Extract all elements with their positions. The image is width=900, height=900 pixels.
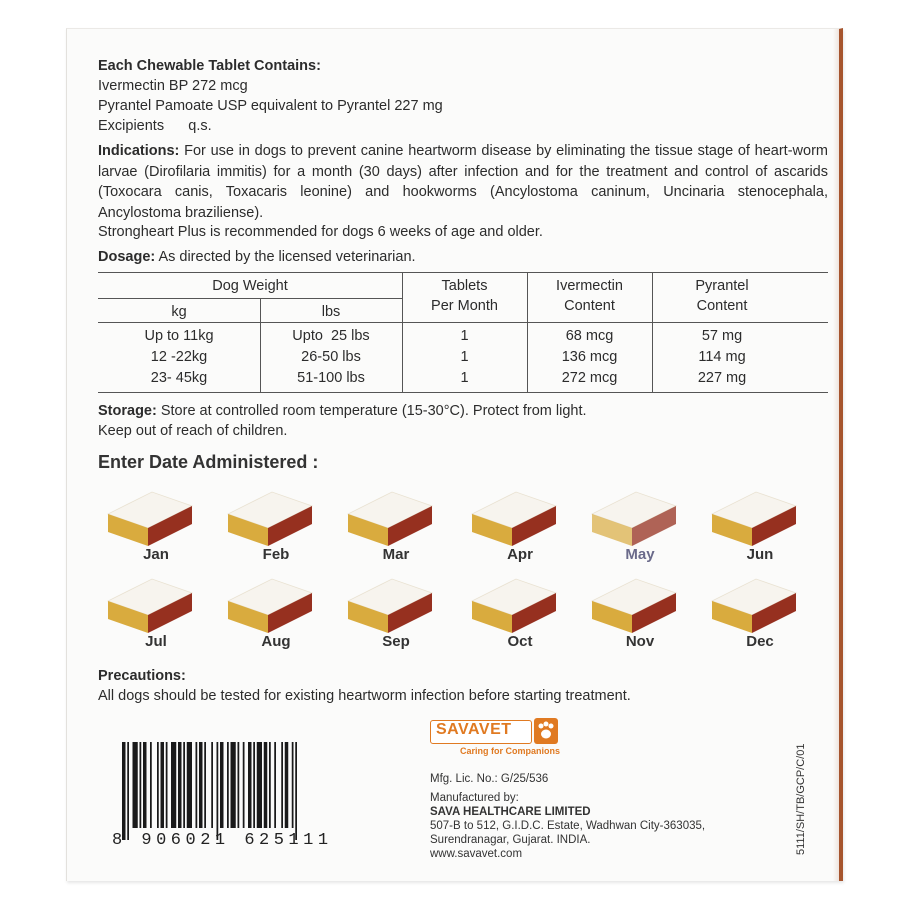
barcode-bar: [199, 742, 203, 828]
side-code-text: 5111/SH/TB/GCP/C/01: [795, 743, 807, 855]
month-label: Mar: [382, 546, 410, 563]
barcode-bar: [122, 742, 126, 840]
composition-line: Ivermectin BP 272 mcg: [98, 78, 248, 94]
month-box[interactable]: [590, 488, 680, 548]
cell-lbs: 51-100 lbs: [297, 370, 365, 386]
month-box[interactable]: [106, 488, 196, 548]
table-top-rule: [98, 272, 828, 273]
precautions-heading: Precautions:: [98, 668, 186, 684]
cell-tablets: 1: [460, 328, 469, 344]
month-box[interactable]: [346, 488, 436, 548]
composition-line: Excipients q.s.: [98, 118, 212, 134]
cell-ivermectin: 68 mcg: [565, 328, 614, 344]
barcode-bar: [157, 742, 159, 828]
month-box[interactable]: [346, 575, 436, 635]
barcode-bar: [238, 742, 240, 828]
cell-tablets: 1: [460, 349, 469, 365]
month-label: May: [625, 546, 655, 563]
cell-pyrantel: 114 mg: [698, 349, 746, 365]
barcode-bar: [183, 742, 185, 828]
month-box[interactable]: [226, 488, 316, 548]
barcode-bar: [211, 742, 213, 828]
cell-ivermectin: 272 mcg: [561, 370, 618, 386]
paw-icon: [534, 718, 558, 744]
month-box[interactable]: [710, 488, 800, 548]
barcode-bar: [187, 742, 192, 828]
cell-pyrantel: 57 mg: [701, 328, 743, 344]
mfg-address-2: Surendranagar, Gujarat. INDIA.: [430, 834, 591, 846]
barcode-bar: [161, 742, 165, 828]
barcode-bar: [143, 742, 147, 828]
barcode-bar: [171, 742, 176, 828]
barcode-bar: [178, 742, 182, 828]
month-label: Feb: [262, 546, 290, 563]
cell-ivermectin: 136 mcg: [561, 349, 618, 365]
mfg-label: Manufactured by:: [430, 792, 519, 804]
barcode-bars: [122, 742, 354, 840]
mfg-address-1: 507-B to 512, G.I.D.C. Estate, Wadhwan City-363035,: [430, 820, 706, 832]
barcode-bar: [295, 742, 297, 840]
barcode-bar: [196, 742, 198, 828]
month-label: Nov: [625, 633, 655, 650]
barcode-bar: [264, 742, 268, 828]
indications-heading: Indications:: [98, 143, 180, 159]
brick-icon: [106, 575, 196, 635]
barcode-bar: [285, 742, 289, 828]
month-box[interactable]: [106, 575, 196, 635]
cell-kg: Up to 11kg: [144, 328, 214, 344]
barcode-bar: [127, 742, 129, 840]
table-bottom-rule: [98, 392, 828, 393]
barcode-bar: [292, 742, 294, 828]
precautions-text: All dogs should be tested for existing heartworm infection before starting treatment.: [98, 688, 631, 704]
header-tablets: Per Month: [431, 298, 498, 314]
header-tablets: Tablets: [441, 278, 488, 294]
table-group-rule: [98, 298, 402, 299]
brick-icon: [470, 575, 560, 635]
month-box[interactable]: [710, 575, 800, 635]
brick-icon: [346, 488, 436, 548]
brick-icon: [710, 488, 800, 548]
header-pyrantel: Pyrantel: [695, 278, 749, 294]
storage-text: Store at controlled room temperature (15-30°C). Protect from light.: [156, 403, 587, 419]
month-box[interactable]: [590, 575, 680, 635]
indications-paragraph: [98, 141, 828, 223]
side-code: [795, 743, 809, 855]
barcode-bar: [257, 742, 262, 828]
header-ivermectin: Content: [564, 298, 615, 314]
brick-icon: [346, 575, 436, 635]
month-box[interactable]: [470, 488, 560, 548]
header-kg: kg: [171, 304, 187, 320]
month-label: Jun: [746, 546, 774, 563]
composition-line: Pyrantel Pamoate USP equivalent to Pyrantel 227 mg: [98, 98, 443, 114]
composition-title: Each Chewable Tablet Contains:: [98, 58, 321, 74]
mfg-name: SAVA HEALTHCARE LIMITED: [430, 806, 591, 818]
cell-kg: 12 -22kg: [150, 349, 208, 365]
barcode-bar: [220, 742, 224, 828]
barcode-bar: [227, 742, 229, 828]
header-dog-weight: Dog Weight: [212, 278, 288, 294]
dosage-heading: Dosage:: [98, 249, 156, 265]
indications-text: For use in dogs to prevent canine heartworm disease by eliminating the tissue stage of heart-worm larvae (Dirofilaria immitis) for a month (30 days) after infection and for the treatment and control of ascarids (Toxocara canis, Toxacaris leonine) and hookworms (Ancylostoma caninum, Uncinaria stenocephala, Ancylostoma braziliense).: [98, 143, 828, 221]
month-label: Dec: [746, 633, 774, 650]
barcode-bar: [281, 742, 283, 828]
barcode-bar: [231, 742, 236, 828]
dosage-line: [98, 247, 416, 268]
barcode-bar: [150, 742, 152, 828]
barcode-bar: [166, 742, 168, 828]
storage-heading: Storage:: [98, 403, 157, 419]
barcode-digits: 8 906021 625111: [112, 831, 333, 850]
savavet-logo: [430, 718, 560, 760]
header-lbs: lbs: [321, 304, 341, 320]
logo-brand: SAVAVET: [436, 721, 512, 738]
barcode-bar: [243, 742, 245, 828]
month-label: Sep: [382, 633, 410, 650]
barcode-bar: [253, 742, 255, 828]
barcode-bar: [248, 742, 252, 828]
barcode-bar: [269, 742, 271, 828]
brick-icon: [710, 575, 800, 635]
barcode-bar: [217, 742, 219, 840]
mfg-website: www.savavet.com: [430, 848, 523, 860]
month-label: Aug: [261, 633, 291, 650]
mfg-license: Mfg. Lic. No.: G/25/536: [430, 773, 549, 785]
storage-line-2: Keep out of reach of children.: [98, 423, 288, 439]
month-label: Jul: [145, 633, 167, 650]
month-box[interactable]: [470, 575, 560, 635]
month-box[interactable]: [226, 575, 316, 635]
brick-icon: [106, 488, 196, 548]
storage-line: [98, 401, 587, 422]
header-ivermectin: Ivermectin: [556, 278, 623, 294]
month-label: Jan: [143, 546, 169, 563]
brick-icon: [226, 488, 316, 548]
brick-icon: [590, 488, 680, 548]
logo-tagline: Caring for Companions: [460, 746, 561, 756]
barcode-bar: [204, 742, 206, 828]
brick-icon: [590, 575, 680, 635]
brick-icon: [226, 575, 316, 635]
cell-lbs: 26-50 lbs: [301, 349, 361, 365]
barcode: [122, 742, 354, 840]
header-pyrantel: Content: [696, 298, 748, 314]
month-label: Oct: [507, 633, 533, 650]
barcode-bar: [274, 742, 276, 828]
month-label: Apr: [507, 546, 533, 563]
cell-lbs: Upto 25 lbs: [292, 328, 370, 344]
cell-kg: 23- 45kg: [150, 370, 208, 386]
barcode-bar: [133, 742, 138, 828]
brick-icon: [470, 488, 560, 548]
date-section-title: Enter Date Administered :: [98, 452, 319, 472]
cell-pyrantel: 227 mg: [697, 370, 747, 386]
cell-tablets: 1: [460, 370, 469, 386]
age-note: Strongheart Plus is recommended for dogs 6 weeks of age and older.: [98, 224, 543, 240]
barcode-bar: [140, 742, 142, 828]
dosage-text: As directed by the licensed veterinarian.: [155, 249, 416, 265]
table-header-rule: [98, 322, 828, 323]
